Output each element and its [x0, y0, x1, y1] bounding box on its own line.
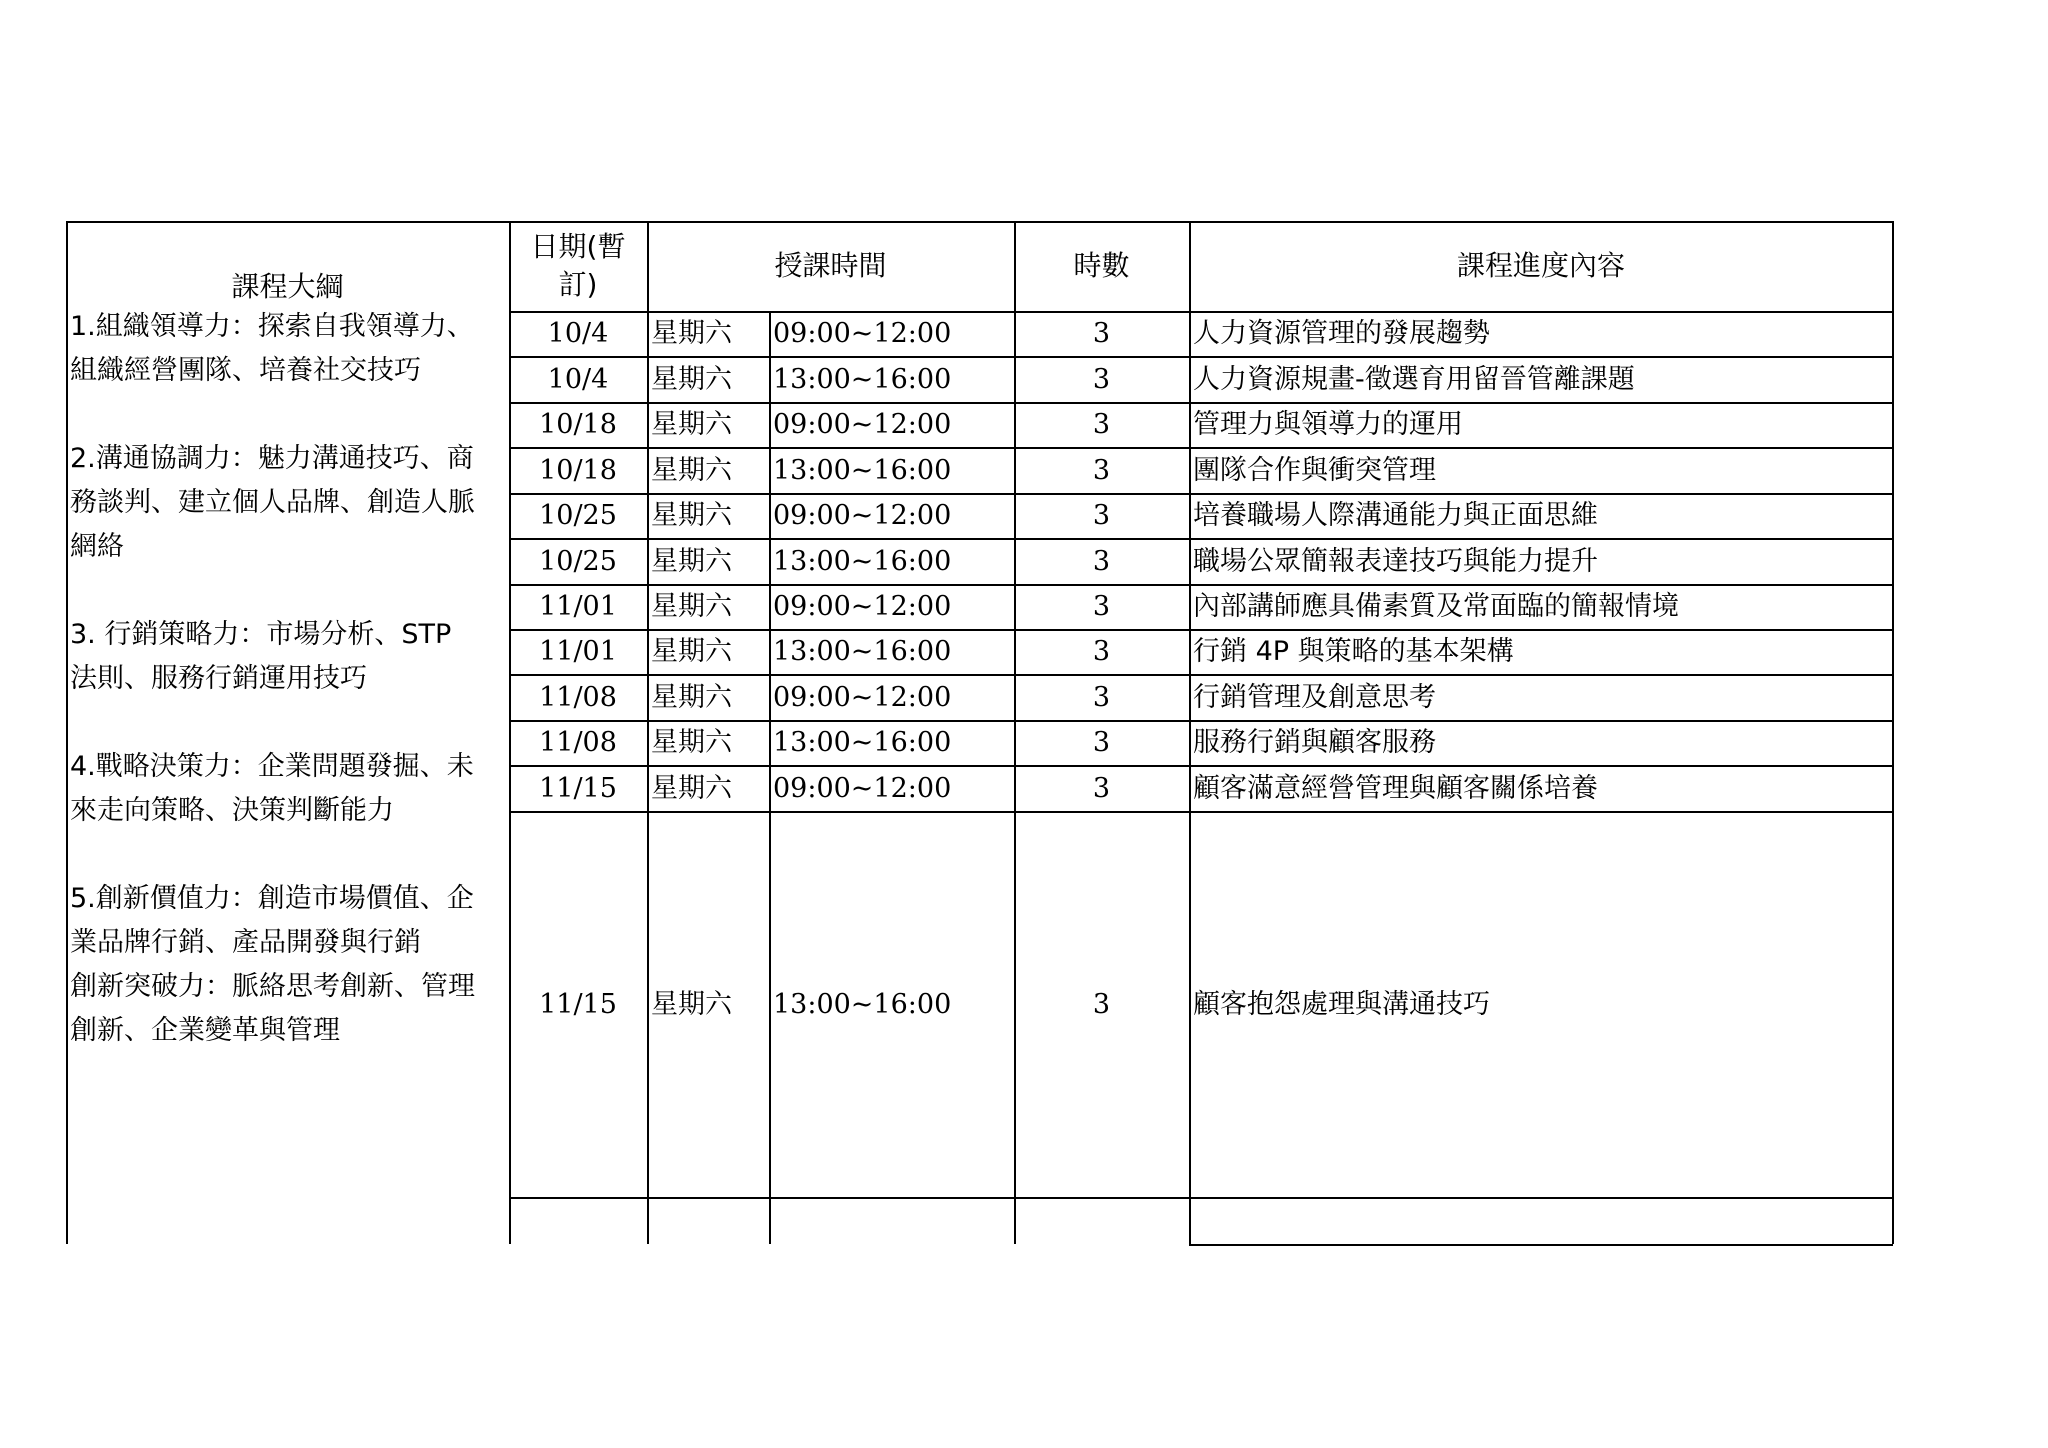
row-hours: 3	[1092, 318, 1111, 349]
outline-line: 網絡	[70, 531, 124, 562]
outline-line: 組織經營團隊、培養社交技巧	[70, 355, 421, 386]
row-day: 星期六	[651, 591, 732, 622]
row-time: 13:00~16:00	[773, 636, 952, 667]
row-time: 09:00~12:00	[773, 318, 952, 349]
outline-section	[70, 305, 505, 393]
row-day: 星期六	[651, 636, 732, 667]
row-time: 13:00~16:00	[773, 454, 952, 486]
header-content: 課程進度內容	[1456, 249, 1625, 282]
row-day: 星期六	[651, 454, 732, 486]
table-border-left	[66, 221, 68, 1244]
row-content: 行銷 4P 與策略的基本架構	[1193, 636, 1514, 667]
outline-section	[70, 437, 505, 569]
row-hours: 3	[1092, 454, 1111, 486]
row-day: 星期六	[651, 681, 732, 713]
row-day: 星期六	[651, 409, 732, 440]
row-day: 星期六	[651, 363, 732, 395]
row-content: 顧客抱怨處理與溝通技巧	[1193, 988, 1490, 1020]
row-time: 09:00~12:00	[773, 409, 952, 440]
header-class-time: 授課時間	[774, 249, 887, 282]
row-day: 星期六	[651, 500, 732, 531]
row-day: 星期六	[651, 545, 732, 577]
header-date-line1: 日期(暫	[530, 230, 626, 263]
row-day: 星期六	[651, 727, 732, 758]
row-content: 服務行銷與顧客服務	[1193, 727, 1436, 758]
row-hours: 3	[1092, 591, 1111, 622]
outline-section	[70, 613, 505, 701]
table-border-top	[66, 221, 1893, 223]
row-hours: 3	[1092, 727, 1111, 758]
outline-line: 法則、服務行銷運用技巧	[70, 663, 367, 694]
row-divider	[509, 1197, 1893, 1199]
row-hours: 3	[1092, 988, 1111, 1020]
row-date: 11/15	[539, 988, 617, 1020]
row-day: 星期六	[651, 772, 732, 804]
row-time: 13:00~16:00	[773, 727, 952, 758]
outline-line: 創新、企業變革與管理	[70, 1015, 340, 1046]
row-date: 10/18	[539, 409, 617, 440]
row-content: 內部講師應具備素質及常面臨的簡報情境	[1193, 591, 1679, 622]
row-content: 團隊合作與衝突管理	[1193, 454, 1436, 486]
row-date: 11/15	[539, 772, 617, 804]
row-hours: 3	[1092, 500, 1111, 531]
outline-line: 來走向策略、決策判斷能力	[70, 795, 394, 826]
row-content: 職場公眾簡報表達技巧與能力提升	[1193, 545, 1598, 577]
row-hours: 3	[1092, 545, 1111, 577]
row-time: 09:00~12:00	[773, 681, 952, 713]
row-time: 13:00~16:00	[773, 545, 952, 577]
header-date-line2: 訂)	[558, 268, 598, 301]
row-date: 11/01	[539, 636, 617, 667]
outline-line: 務談判、建立個人品牌、創造人脈	[70, 487, 475, 518]
row-date: 10/25	[539, 500, 617, 531]
course-outline	[70, 305, 505, 1053]
outline-section	[70, 745, 505, 833]
row-time: 09:00~12:00	[773, 500, 952, 531]
row-content: 人力資源規畫-徵選育用留晉管離課題	[1193, 363, 1635, 395]
row-date: 11/08	[539, 727, 617, 758]
outline-line: 2.溝通協調力：魅力溝通技巧、商	[70, 443, 474, 474]
row-content: 管理力與領導力的運用	[1193, 409, 1463, 440]
outline-line: 3. 行銷策略力：市場分析、STP	[70, 619, 452, 650]
row-hours: 3	[1092, 363, 1111, 395]
row-date: 10/4	[547, 318, 609, 349]
row-date: 10/4	[547, 363, 609, 395]
row-content: 顧客滿意經營管理與顧客關係培養	[1193, 772, 1598, 804]
row-hours: 3	[1092, 409, 1111, 440]
outline-section	[70, 877, 505, 1053]
row-content: 人力資源管理的發展趨勢	[1193, 318, 1490, 349]
row-hours: 3	[1092, 772, 1111, 804]
row-date: 11/08	[539, 681, 617, 713]
outline-line: 1.組織領導力：探索自我領導力、	[70, 311, 474, 342]
row-date: 10/18	[539, 454, 617, 486]
course-schedule-table	[66, 221, 1893, 1244]
row-hours: 3	[1092, 681, 1111, 713]
row-date: 10/25	[539, 545, 617, 577]
row-time: 13:00~16:00	[773, 363, 952, 395]
row-day: 星期六	[651, 988, 732, 1020]
row-hours: 3	[1092, 636, 1111, 667]
row-content: 行銷管理及創意思考	[1193, 681, 1436, 713]
row-time: 09:00~12:00	[773, 772, 952, 804]
outline-line: 5.創新價值力：創造市場價值、企	[70, 883, 474, 914]
row-time: 13:00~16:00	[773, 988, 952, 1020]
table-border-bottom-content	[1189, 1244, 1893, 1246]
outline-line: 4.戰略決策力：企業問題發掘、未	[70, 751, 474, 782]
outline-line: 創新突破力：脈絡思考創新、管理	[70, 971, 475, 1002]
header-date	[509, 221, 647, 311]
row-time: 09:00~12:00	[773, 591, 952, 622]
header-outline: 課程大綱	[231, 270, 344, 303]
header-hours: 時數	[1073, 249, 1130, 282]
row-day: 星期六	[651, 318, 732, 349]
outline-line: 業品牌行銷、產品開發與行銷	[70, 927, 421, 958]
row-date: 11/01	[539, 591, 617, 622]
row-content: 培養職場人際溝通能力與正面思維	[1193, 500, 1598, 531]
